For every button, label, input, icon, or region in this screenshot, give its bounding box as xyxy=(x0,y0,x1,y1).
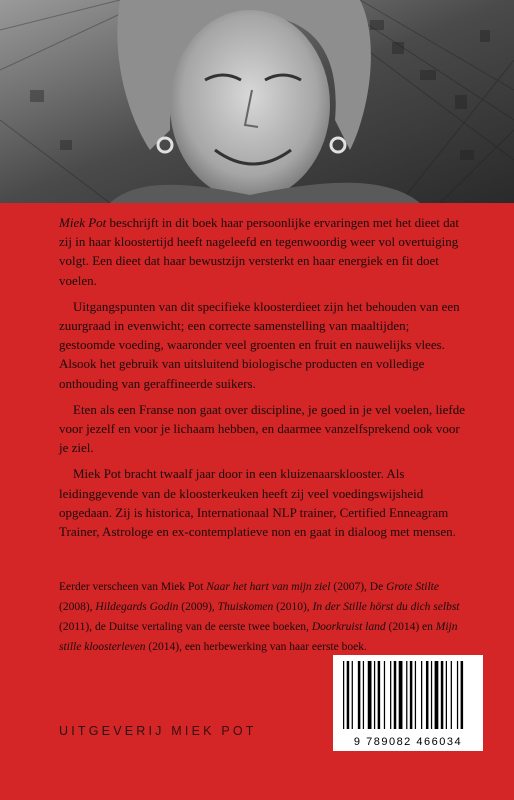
barcode-bar xyxy=(410,661,413,729)
barcode-bar xyxy=(406,661,407,729)
book-title: In der Stille hörst du dich selbst xyxy=(312,601,460,613)
book-year: (2014) en xyxy=(385,621,436,633)
barcode-bar xyxy=(378,661,381,729)
book-year: (2008), xyxy=(59,601,96,613)
previous-works xyxy=(59,577,471,657)
book-year: (2010), xyxy=(273,601,313,613)
publisher-prefix: UITGEVERIJ xyxy=(59,724,172,738)
barcode-bar xyxy=(421,661,422,729)
back-cover-blurb xyxy=(59,213,467,548)
barcode-icon xyxy=(333,655,483,735)
author-name: Miek Pot xyxy=(59,215,107,230)
book-title: Hildegards Godin xyxy=(95,601,179,613)
publisher-imprint xyxy=(59,724,257,738)
barcode-bar xyxy=(374,661,375,729)
book-title: Mijn stille kloosterleven xyxy=(59,621,458,653)
barcode-bar xyxy=(435,661,439,729)
barcode-bar xyxy=(363,661,364,729)
barcode-bar xyxy=(441,661,444,729)
barcode-bar xyxy=(368,661,372,729)
barcode-bar xyxy=(446,661,447,729)
publisher-name: MIEK POT xyxy=(171,724,257,738)
blurb-paragraph-1 xyxy=(59,213,467,290)
book-year: (2009), xyxy=(178,601,218,613)
book-title: Doorkruist land xyxy=(311,621,386,633)
isbn-number: 9 789082 466034 xyxy=(353,736,463,748)
barcode-bar xyxy=(431,661,432,729)
barcode-bar xyxy=(347,661,350,729)
book-title: Thuiskomen xyxy=(217,601,274,613)
book-year: (2007), De xyxy=(330,581,387,593)
barcode-bar xyxy=(343,661,344,729)
barcode-bar xyxy=(352,661,353,729)
author-portrait-photo xyxy=(0,0,514,203)
barcode-bar xyxy=(390,661,391,729)
isbn-barcode xyxy=(333,655,483,751)
barcode-bar xyxy=(358,661,361,729)
previous-intro: Eerder verscheen van Miek Pot xyxy=(59,581,207,593)
book-year: (2014), een herbewerking van haar eerste boek. xyxy=(145,641,367,653)
book-year: (2011), de Duitse vertaling van de eerste twee boeken, xyxy=(59,621,312,633)
blurb-paragraph-2: Uitgangspunten van dit specifieke kloosterdieet zijn het behouden van een zuurgraad in evenwicht; een correcte samenstelling van maaltijden; gestoomde voeding, waaronder veel groenten en fruit en nauwelijks vlees. Alsook het gebruik van uitsluitend biologische producten en volledige onthouding van geraffineerde suikers. xyxy=(59,298,460,391)
barcode-bar xyxy=(384,661,385,729)
barcode-bar xyxy=(451,661,452,729)
barcode-bar xyxy=(457,661,458,729)
barcode-bar xyxy=(394,661,397,729)
barcode-bar xyxy=(426,661,429,729)
barcode-bar xyxy=(415,661,416,729)
book-title: Grote Stilte xyxy=(386,581,439,593)
blurb-paragraph-1-text: beschrijft in dit boek haar persoonlijke ervaringen met het dieet dat zij in haar kloostertijd heeft nageleefd en tegenwoordig weer vol overtuiging volgt. Een dieet dat haar bewustzijn versterkt en haar energiek en fit doet voelen. xyxy=(59,215,459,288)
barcode-bar xyxy=(461,661,464,729)
book-title: Naar het hart van mijn ziel xyxy=(206,581,331,593)
blurb-paragraph-4: Miek Pot bracht twaalf jaar door in een kluizenaarsklooster. Als leidinggevende van de kloosterkeuken heeft zij veel voedingswijsheid opgedaan. Zij is historica, Internationaal NLP trainer, Certified Enneagram Trainer, Astrologe en ex-contemplatieve non en gaat in dialoog met mensen. xyxy=(59,466,456,540)
portrait-image xyxy=(0,0,514,203)
barcode-bar xyxy=(399,661,403,729)
blurb-paragraph-3: Eten als een Franse non gaat over discipline, je goed in je vel voelen, liefde voor jezelf en voor je lichaam hebben, en daarmee vanzelfsprekend ook voor je ziel. xyxy=(59,401,466,456)
